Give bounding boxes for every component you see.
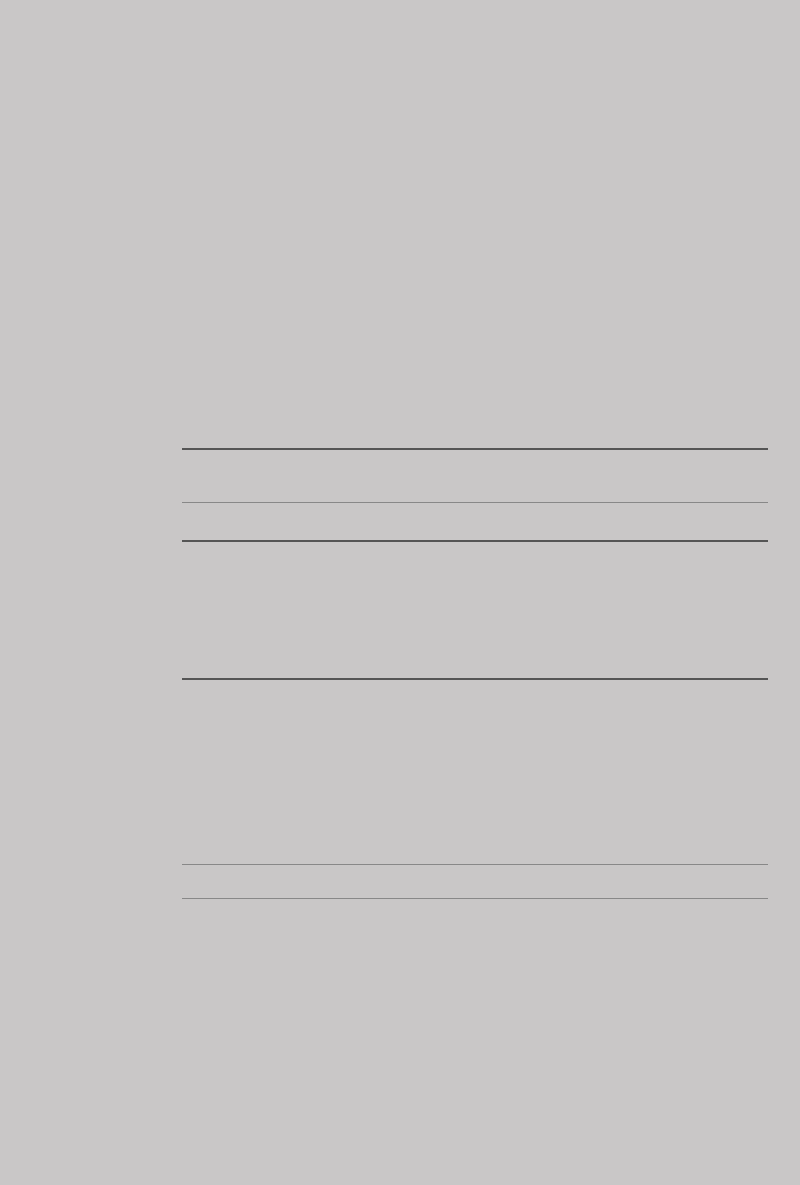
section-8-year-header	[182, 398, 768, 422]
section-9-unit-header	[182, 652, 768, 676]
rule	[182, 898, 768, 899]
section-9-year-header	[182, 630, 768, 654]
table-row	[182, 750, 768, 774]
table-row	[182, 454, 768, 478]
rule	[182, 864, 768, 865]
table-row	[182, 794, 768, 818]
table-row	[182, 476, 768, 500]
table-row	[182, 728, 768, 752]
rule	[182, 540, 768, 542]
table-row	[182, 925, 768, 949]
table-row	[182, 947, 768, 971]
subtotal-row	[182, 870, 768, 894]
rule	[182, 448, 768, 450]
table-row	[182, 816, 768, 840]
section-8-unit-header	[182, 420, 768, 444]
table-row	[182, 772, 768, 796]
rule	[182, 678, 768, 680]
rule	[182, 502, 768, 503]
total-row	[182, 512, 768, 536]
table-row	[182, 838, 768, 862]
restated-header	[182, 608, 768, 632]
table-row	[182, 969, 768, 993]
table-row	[182, 706, 768, 730]
